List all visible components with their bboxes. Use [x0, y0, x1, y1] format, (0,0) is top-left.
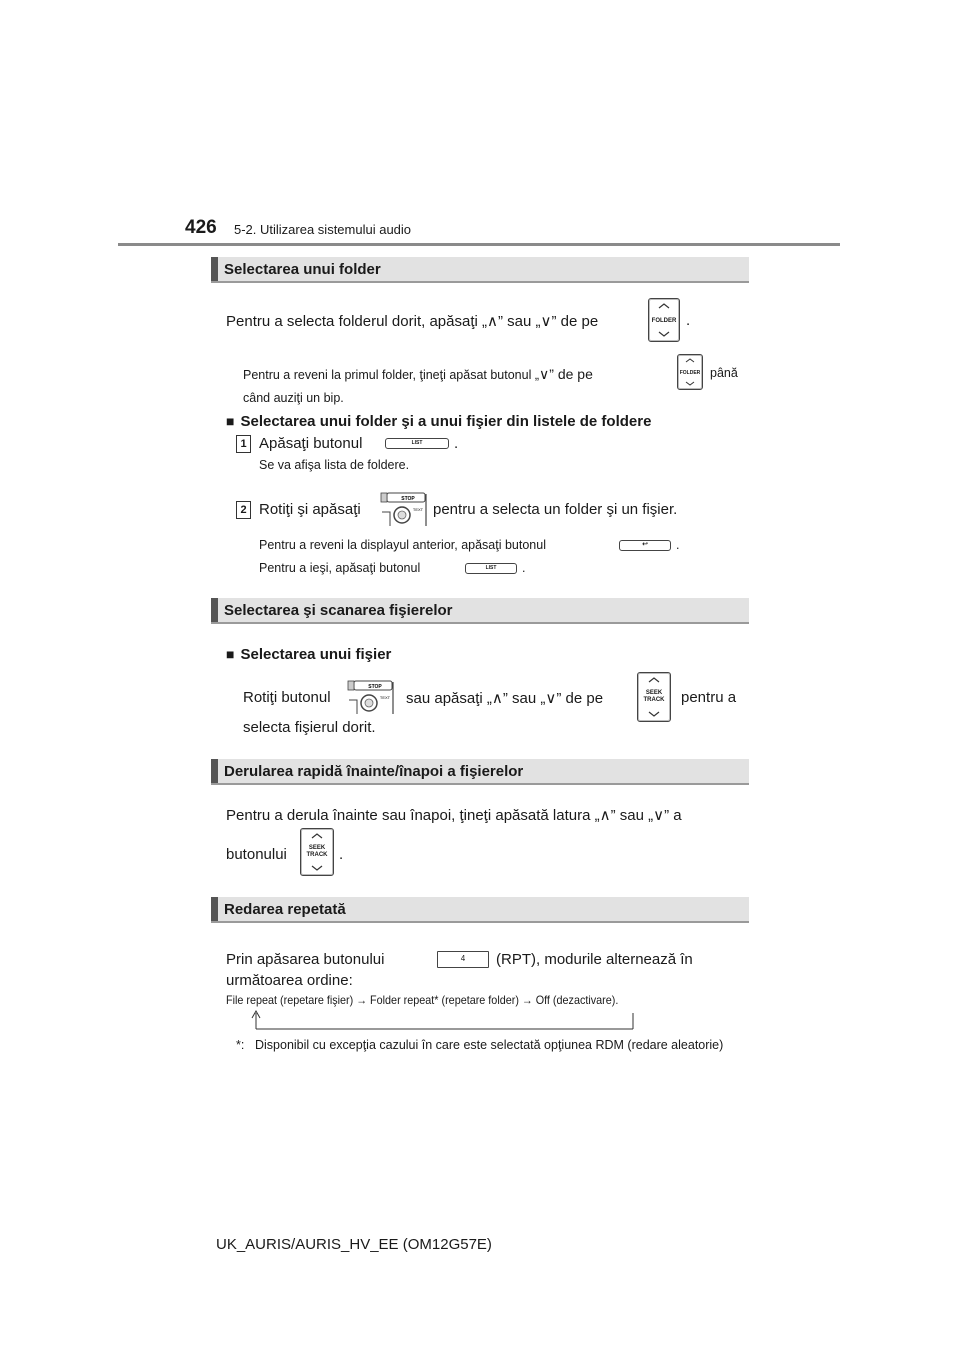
- svg-text:STOP: STOP: [401, 496, 415, 502]
- header-divider: [118, 243, 840, 246]
- bullet-icon: ■: [226, 646, 235, 662]
- section-heading-folder: Selectarea unui folder: [211, 257, 749, 283]
- tune-select-knob-icon: [380, 492, 428, 528]
- svg-text:STOP: STOP: [368, 684, 382, 690]
- folder-button-icon: FOLDER: [648, 298, 680, 342]
- loop-arrow: [248, 1009, 638, 1031]
- down-glyph: ∨: [540, 313, 552, 330]
- note-folder-list: Se va afişa lista de foldere.: [259, 458, 410, 472]
- up-glyph: ∧: [486, 313, 498, 330]
- seek-track-button-icon-2: SEEK TRACK: [300, 828, 334, 876]
- rpt-button-icon: 4: [437, 951, 489, 968]
- up-glyph: ∧: [491, 690, 503, 707]
- up-glyph: ∧: [599, 807, 611, 824]
- step-number-1: 1: [236, 435, 251, 453]
- section-heading-repeat: Redarea repetată: [211, 897, 749, 923]
- down-glyph: ∨: [653, 807, 665, 824]
- svg-text:TEXT: TEXT: [412, 507, 424, 512]
- note-first-folder: Pentru a reveni la primul folder, ţineţi apăsat butonul „∨” de pe: [243, 366, 593, 382]
- subheading-select-file: ■ Selectarea unui fişier: [226, 646, 392, 663]
- seek-track-button-icon: SEEK TRACK: [637, 672, 671, 722]
- list-button-icon-small: LIST: [465, 563, 517, 574]
- footer-model-code: UK_AURIS/AURIS_HV_EE (OM12G57E): [216, 1236, 492, 1253]
- note-return-display: Pentru a reveni la displayul anterior, apăsaţi butonul: [259, 538, 546, 552]
- tune-select-knob-icon-2: [347, 680, 395, 716]
- step-number-2: 2: [236, 501, 251, 519]
- section-heading-fast-forward: Derularea rapidă înainte/înapoi a fişierelor: [211, 759, 749, 785]
- svg-text:TEXT: TEXT: [379, 695, 391, 700]
- section-title: 5-2. Utilizarea sistemului audio: [234, 222, 412, 237]
- paragraph-fast-forward: Pentru a derula înainte sau înapoi, ţineţi apăsată latura „∧” sau „∨” a: [226, 807, 682, 824]
- subheading-folder-file-list: ■ Selectarea unui folder şi a unui fişier din listele de foldere: [226, 413, 652, 430]
- repeat-sequence: File repeat (repetare fişier) → Folder repeat* (repetare folder) → Off (dezactivare).: [226, 993, 619, 1007]
- back-button-icon: ↩: [619, 540, 671, 551]
- list-button-icon: LIST: [385, 438, 449, 449]
- note-exit: Pentru a ieşi, apăsaţi butonul: [259, 561, 421, 575]
- page-number: 426: [185, 217, 217, 238]
- folder-button-icon-small: FOLDER: [677, 354, 703, 390]
- paragraph-select-folder: Pentru a selecta folderul dorit, apăsaţi „∧” sau „∨” de pe: [226, 313, 599, 330]
- bullet-icon: ■: [226, 413, 235, 429]
- down-glyph: ∨: [545, 690, 557, 707]
- footnote: *: Disponibil cu excepţia cazului în care este selectată opţiunea RDM (redare aleatorie): [236, 1038, 724, 1052]
- section-heading-scan: Selectarea şi scanarea fişierelor: [211, 598, 749, 624]
